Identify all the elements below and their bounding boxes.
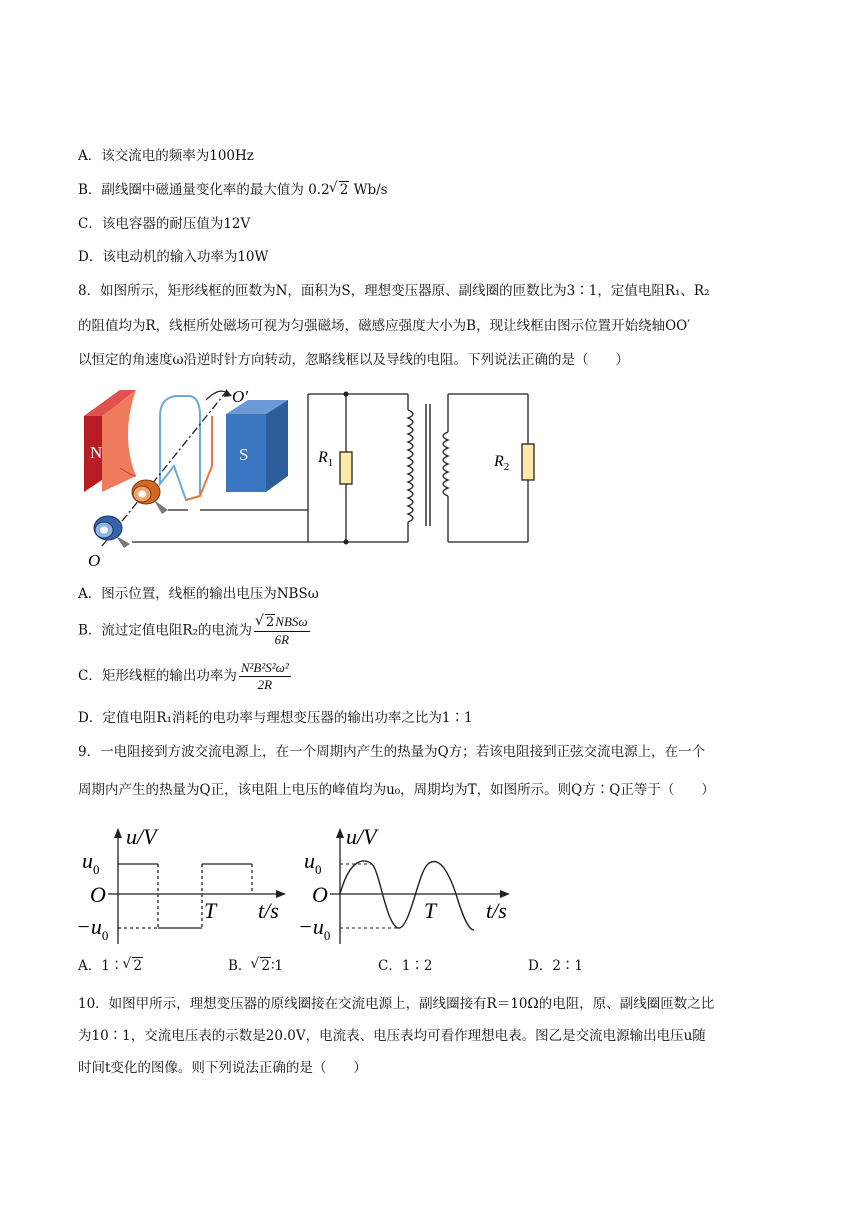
magnet-n-label: N xyxy=(90,443,103,462)
q8-option-c-numerator: N²B²S²ω² xyxy=(240,660,289,675)
square-wave-curve xyxy=(118,864,252,928)
sine-wave-curve xyxy=(340,861,474,930)
q9-option-b xyxy=(228,956,378,976)
slip-ring-lower xyxy=(94,516,130,548)
q9-option-b-label: B． xyxy=(228,958,252,974)
q8-option-b-fraction xyxy=(254,614,310,648)
q10-stem-line3: 时间t变化的图像。则下列说法正确的是（ ） xyxy=(78,1060,367,1076)
q7-option-b-text: B．副线圈中磁通量变化率的最大值为 xyxy=(78,182,304,198)
axis-label-bottom: O xyxy=(88,551,101,570)
resistor-r2 xyxy=(522,444,534,480)
q7-option-b-unit: Wb/s xyxy=(353,182,388,198)
sine-graph-neg-u0-label: $-u_0$ xyxy=(298,914,331,943)
q9-option-a xyxy=(78,956,228,976)
q8-option-c-denominator: 2R xyxy=(257,677,273,692)
q7-option-d: D．该电动机的输入功率为10W xyxy=(78,249,269,265)
q10-stem-line1: 10．如图甲所示，理想变压器的原线圈接在交流电源上，副线圈接有R＝10Ω的电阻，原、副线圈匝数之比 xyxy=(78,996,715,1012)
magnet-s-label: S xyxy=(239,445,249,464)
sine-graph-u0-label: $u_0$ xyxy=(304,848,322,877)
q9-option-c: C．1∶2 xyxy=(378,958,433,974)
r2-label: $R_2$ xyxy=(494,453,510,473)
sqrt-symbol xyxy=(251,956,271,976)
square-graph-neg-u0-label: $-u_0$ xyxy=(76,914,109,943)
q9-option-a-radicand: 2 xyxy=(133,958,142,974)
q7-option-c: C．该电容器的耐压值为12V xyxy=(78,216,251,232)
q8-option-b-text: B．流过定值电阻R₂的电流为 xyxy=(78,622,252,639)
q9-stem-line2: 周期内产生的热量为Q正，该电阻上电压的峰值均为u₀，周期均为T，如图所示。则Q方∶Q正等于（ ） xyxy=(78,782,715,798)
q8-option-b-denominator: 6R xyxy=(274,632,290,647)
q9-sine-wave-graph xyxy=(298,824,526,946)
q8-option-c xyxy=(78,660,293,693)
q9-option-b-radicand: 2 xyxy=(261,958,271,974)
north-magnet xyxy=(84,390,136,492)
q8-option-c-fraction xyxy=(239,660,291,693)
slip-ring-upper xyxy=(132,480,168,514)
secondary-circuit xyxy=(443,394,528,542)
sine-graph-x-label: t/s xyxy=(486,898,507,923)
q8-option-a: A．图示位置，线框的输出电压为NBSω xyxy=(78,586,319,602)
q8-stem-line2: 的阻值均为R，线框所处磁场可视为匀强磁场，磁感应强度大小为B，现让线框由图示位置开始绕轴OO′ xyxy=(78,318,691,334)
q9-options xyxy=(78,956,678,976)
sine-graph-origin-label: O xyxy=(312,882,328,907)
square-graph-origin-label: O xyxy=(90,882,106,907)
sqrt-symbol xyxy=(330,180,350,200)
q8-option-b-numerator: NBSω xyxy=(275,614,308,629)
q9-option-a-text: A．1∶ xyxy=(78,958,124,974)
r1-label: $R_1$ xyxy=(318,449,334,469)
sine-graph-t-label: T xyxy=(424,898,437,923)
square-graph-x-label: t/s xyxy=(258,898,279,923)
primary-circuit xyxy=(308,394,413,542)
rectangular-coil xyxy=(160,396,200,500)
q9-square-wave-graph xyxy=(76,824,300,946)
sqrt-symbol xyxy=(256,615,275,631)
q8-option-b xyxy=(78,614,312,648)
sine-graph-y-label: u/V xyxy=(346,824,377,849)
q7-option-b-radicand: 2 xyxy=(339,182,349,198)
square-graph-t-label: T xyxy=(204,898,217,923)
square-graph-u0-label: $u_0$ xyxy=(82,848,100,877)
q10-stem-line2: 为10∶1，交流电压表的示数是20.0V，电流表、电压表均可看作理想电表。图乙是交流电源输出电压u随 xyxy=(78,1028,706,1044)
q8-option-d: D．定值电阻R₁消耗的电功率与理想变压器的输出功率之比为1∶1 xyxy=(78,710,473,726)
q7-option-b xyxy=(78,180,388,200)
q8-option-c-text: C．矩形线框的输出功率为 xyxy=(78,668,237,684)
square-graph-y-label: u/V xyxy=(126,824,157,849)
sqrt-symbol xyxy=(123,956,143,976)
south-magnet xyxy=(226,400,288,492)
resistor-r1 xyxy=(340,452,352,484)
q8-option-b-radicand: 2 xyxy=(266,615,275,630)
q9-stem-line1: 9．一电阻接到方波交流电源上，在一个周期内产生的热量为Q方；若该电阻接到正弦交流电源上，在一个 xyxy=(78,744,706,760)
q8-generator-circuit-figure xyxy=(76,376,546,572)
q7-option-a: A．该交流电的频率为100Hz xyxy=(78,148,254,164)
axis-label-top: O′ xyxy=(232,387,248,406)
q8-stem-line3: 以恒定的角速度ω沿逆时针方向转动，忽略线框以及导线的电阻。下列说法正确的是（ ） xyxy=(78,352,630,368)
q8-stem-line1: 8．如图所示，矩形线框的匝数为N，面积为S，理想变压器原、副线圈的匝数比为3∶1，定值电阻R₁、R₂ xyxy=(78,283,710,299)
q7-option-b-coef: 0.2 xyxy=(308,182,330,198)
q9-option-b-text: ∶1 xyxy=(271,958,284,974)
q9-option-d: D．2∶1 xyxy=(528,958,584,974)
